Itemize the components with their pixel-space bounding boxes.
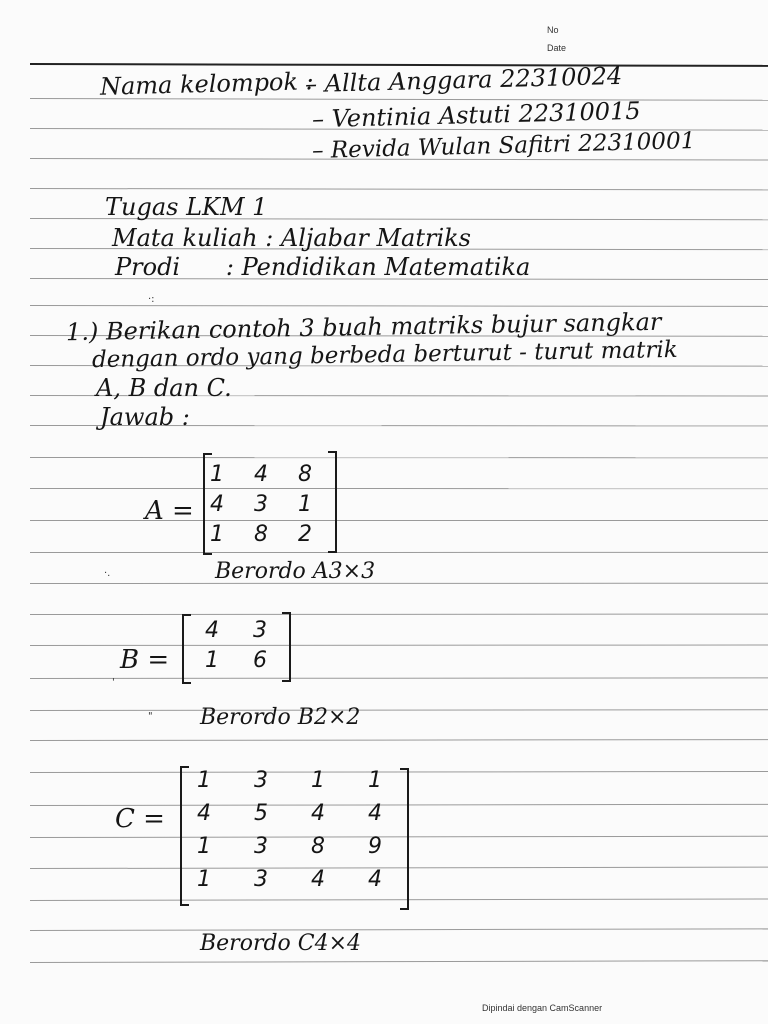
matrix-c-cell: 3	[254, 834, 268, 859]
program-line: Prodi : Pendidikan Matematika	[115, 253, 531, 281]
matrix-a-cell: 3	[254, 492, 268, 517]
matrix-c-cell: 3	[254, 867, 268, 892]
matrix-a-cell: 4	[210, 492, 224, 517]
pen-mark: "	[148, 711, 153, 722]
matrix-a-label: A =	[145, 496, 194, 526]
scanner-watermark: Dipindai dengan CamScanner	[482, 1003, 603, 1013]
ruled-line	[30, 520, 768, 521]
matrix-c-cell: 4	[197, 801, 211, 826]
ruled-line	[30, 709, 768, 711]
matrix-b-label: B =	[120, 645, 170, 675]
matrix-a-cell: 2	[298, 522, 312, 547]
matrix-c-cell: 1	[311, 768, 325, 793]
pen-mark: ·:	[148, 294, 155, 305]
ruled-line	[30, 771, 768, 773]
matrix-a-cell: 1	[210, 462, 224, 487]
ruled-line	[30, 63, 768, 67]
ruled-line	[30, 960, 768, 963]
matrix-b-left-bracket	[182, 614, 191, 684]
matrix-a-cell: 1	[210, 522, 224, 547]
group-member-1: – Allta Anggara 22310024	[304, 61, 623, 99]
group-member-2: – Ventinia Astuti 22310015	[311, 96, 641, 134]
matrix-c-label: C =	[115, 804, 165, 834]
matrix-c-cell: 1	[368, 768, 382, 793]
matrix-c-cell: 3	[254, 768, 268, 793]
matrix-b-cell: 4	[205, 618, 219, 643]
ruled-line	[30, 457, 768, 458]
matrix-b-caption: Berordo B2×2	[200, 705, 361, 730]
course-line: Mata kuliah : Aljabar Matriks	[112, 224, 471, 252]
ruled-line	[30, 867, 768, 869]
question-line-1: 1.) Berikan contoh 3 buah matriks bujur sangkar	[65, 307, 662, 347]
matrix-a-right-bracket	[328, 451, 337, 553]
matrix-c-right-bracket	[400, 768, 409, 910]
matrix-c-cell: 5	[254, 801, 268, 826]
ruled-line	[30, 898, 768, 901]
matrix-b-cell: 3	[253, 618, 267, 643]
matrix-a-cell: 8	[254, 522, 268, 547]
ruled-line	[30, 928, 768, 931]
ruled-line	[30, 836, 768, 838]
matrix-a-caption: Berordo A3×3	[215, 559, 376, 584]
matrix-c-cell: 8	[311, 834, 325, 859]
matrix-c-cell: 1	[197, 867, 211, 892]
matrix-a-cell: 8	[298, 462, 312, 487]
matrix-c-cell: 1	[197, 834, 211, 859]
ruled-line	[30, 677, 768, 679]
pen-mark: '	[112, 677, 115, 688]
matrix-c-cell: 9	[368, 834, 382, 859]
matrix-a-cell: 1	[298, 492, 312, 517]
question-line-3: A, B dan C.	[96, 374, 232, 402]
matrix-c-cell: 1	[197, 768, 211, 793]
group-member-3: – Revida Wulan Safitri 22310001	[311, 127, 696, 165]
ruled-line	[30, 739, 768, 741]
matrix-c-caption: Berordo C4×4	[200, 931, 362, 956]
ruled-line	[30, 583, 768, 584]
ruled-line	[30, 614, 768, 615]
matrix-c-cell: 4	[368, 867, 382, 892]
group-label: Nama kelompok :	[99, 67, 315, 101]
assignment-title: Tugas LKM 1	[105, 193, 268, 221]
matrix-b-cell: 1	[205, 648, 219, 673]
no-label: No	[547, 25, 559, 35]
ruled-line	[30, 552, 768, 553]
pen-mark: ·.	[104, 568, 111, 579]
ruled-line	[30, 488, 768, 489]
matrix-b-right-bracket	[282, 612, 291, 682]
answer-label: Jawab :	[100, 403, 190, 431]
matrix-b-cell: 6	[253, 648, 267, 673]
ruled-line	[30, 305, 768, 307]
matrix-c-left-bracket	[180, 766, 189, 906]
matrix-a-cell: 4	[254, 462, 268, 487]
matrix-c-cell: 4	[368, 801, 382, 826]
question-line-2: dengan ordo yang berbeda berturut - turut matrik	[91, 336, 678, 374]
ruled-line	[30, 188, 768, 190]
matrix-c-cell: 4	[311, 801, 325, 826]
matrix-c-cell: 4	[311, 867, 325, 892]
date-label: Date	[547, 43, 567, 53]
